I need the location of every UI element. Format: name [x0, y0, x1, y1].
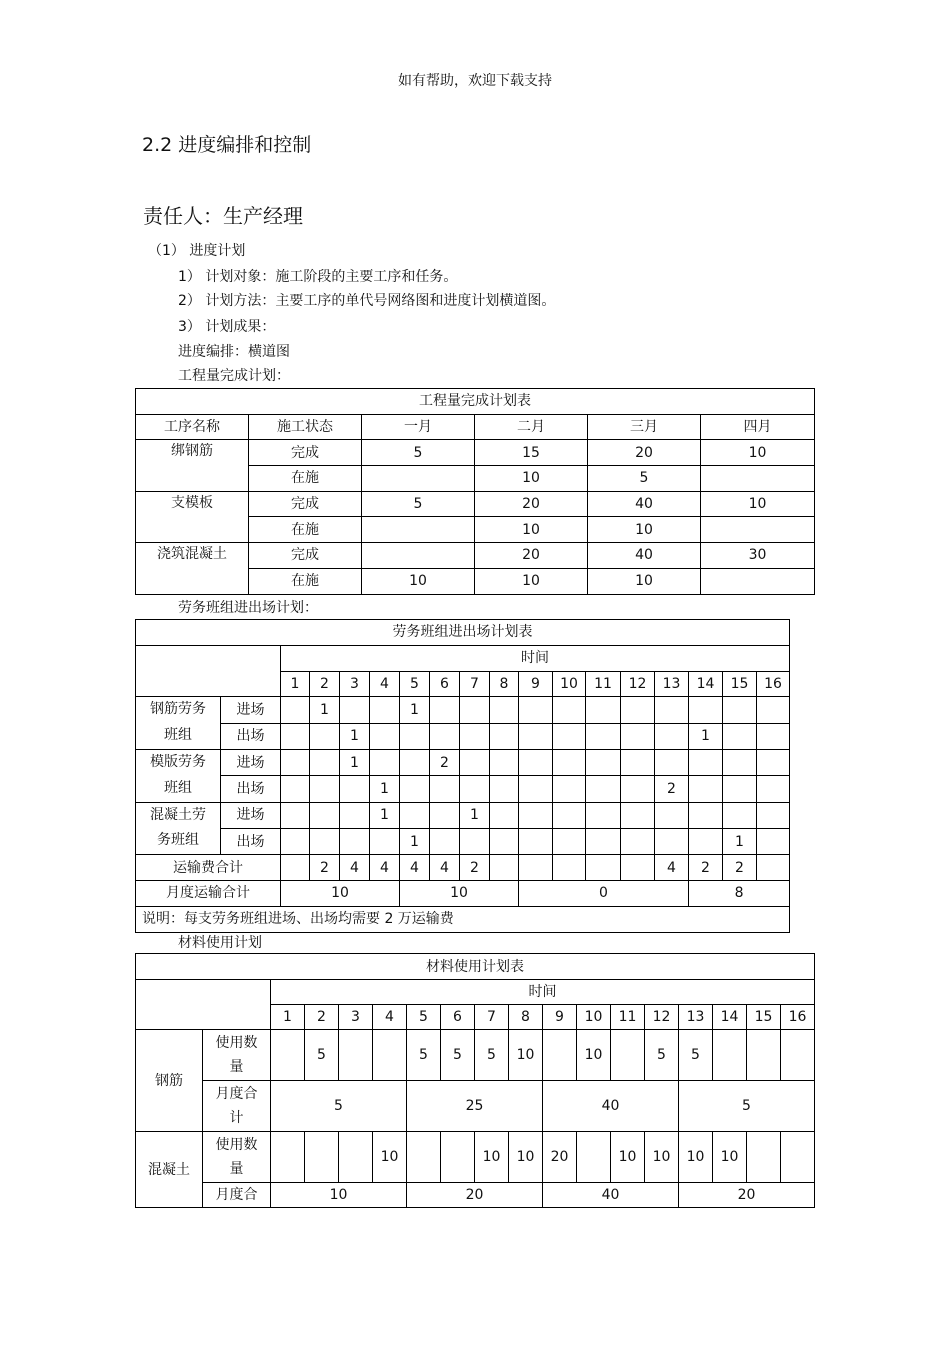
value-cell: 10: [611, 1132, 645, 1183]
value-cell: [747, 1030, 781, 1081]
value-cell: [400, 802, 430, 828]
monthly-total-cell: 10: [400, 880, 519, 906]
column-header: 施工状态: [249, 414, 362, 440]
value-cell: [553, 749, 586, 775]
table-header-row: [136, 645, 790, 671]
table-row: [136, 776, 790, 802]
table-note: 说明：每支劳务班组进场、出场均需要 2 万运输费: [136, 906, 790, 932]
value-cell: [490, 776, 519, 802]
value-cell: 30: [701, 543, 815, 569]
qty-plan-table: [135, 388, 815, 595]
status-cell: 完成: [249, 440, 362, 466]
value-cell: [586, 828, 621, 854]
value-cell: [701, 466, 815, 492]
value-cell: [400, 749, 430, 775]
value-cell: [340, 697, 370, 723]
label-line: 班组: [164, 779, 192, 796]
value-cell: [430, 828, 460, 854]
monthly-total-cell: 10: [281, 880, 400, 906]
value-cell: [281, 802, 310, 828]
value-cell: 2: [723, 855, 757, 881]
value-cell: [310, 776, 340, 802]
value-cell: [281, 855, 310, 881]
value-cell: [281, 776, 310, 802]
value-cell: 10: [475, 517, 588, 543]
value-cell: 10: [701, 491, 815, 517]
monthly-total-row: [136, 880, 790, 906]
value-cell: 5: [362, 440, 475, 466]
transport-total-label: 运输费合计: [136, 855, 281, 881]
value-cell: [490, 749, 519, 775]
value-cell: [757, 776, 790, 802]
value-cell: [621, 749, 655, 775]
value-cell: [586, 749, 621, 775]
value-cell: 2: [689, 855, 723, 881]
status-cell: 完成: [249, 543, 362, 569]
movement-type: 出场: [221, 828, 281, 854]
period-header: 7: [460, 671, 490, 697]
value-cell: [370, 749, 400, 775]
monthly-total-cell: 25: [407, 1081, 543, 1132]
table-row: [136, 440, 815, 466]
monthly-total-cell: 20: [679, 1183, 815, 1208]
value-cell: [400, 723, 430, 749]
value-cell: [519, 776, 553, 802]
value-cell: 5: [305, 1030, 339, 1081]
table-row: [136, 543, 815, 569]
value-cell: [757, 828, 790, 854]
value-cell: [430, 776, 460, 802]
value-cell: [757, 855, 790, 881]
process-name: 支模板: [136, 491, 249, 542]
value-cell: [757, 749, 790, 775]
value-cell: [723, 776, 757, 802]
page-header: 如有帮助，欢迎下载支持: [398, 73, 552, 89]
value-cell: 5: [441, 1030, 475, 1081]
movement-type: 进场: [221, 697, 281, 723]
value-cell: [373, 1030, 407, 1081]
value-cell: [305, 1132, 339, 1183]
table-row: [136, 1081, 815, 1132]
value-cell: [340, 776, 370, 802]
value-cell: 10: [701, 440, 815, 466]
value-cell: 1: [340, 749, 370, 775]
monthly-total-cell: 10: [271, 1183, 407, 1208]
plan-item: 2） 计划方法：主要工序的单代号网络图和进度计划横道图。: [178, 293, 556, 309]
value-cell: [621, 697, 655, 723]
period-header: 4: [373, 1005, 407, 1030]
value-cell: 1: [310, 697, 340, 723]
column-header: 一月: [362, 414, 475, 440]
value-cell: 40: [588, 543, 701, 569]
material-name: 混凝土: [136, 1132, 203, 1208]
value-cell: [655, 802, 689, 828]
responsible-person: 责任人：生产经理: [143, 204, 303, 228]
period-header: 5: [400, 671, 430, 697]
label-line: 月度合: [215, 1086, 258, 1102]
period-header: 14: [689, 671, 723, 697]
monthly-total-cell: 5: [271, 1081, 407, 1132]
label-line: 务班组: [157, 832, 199, 849]
value-cell: [586, 697, 621, 723]
value-cell: [362, 517, 475, 543]
value-cell: 10: [577, 1030, 611, 1081]
label-line: 月度合: [215, 1187, 258, 1203]
value-cell: [611, 1030, 645, 1081]
value-cell: 20: [588, 440, 701, 466]
value-cell: 1: [340, 723, 370, 749]
period-header: 16: [781, 1005, 815, 1030]
period-header: 13: [655, 671, 689, 697]
value-cell: 4: [370, 855, 400, 881]
value-cell: [281, 723, 310, 749]
value-cell: [723, 723, 757, 749]
period-header: 1: [271, 1005, 305, 1030]
value-cell: 1: [723, 828, 757, 854]
value-cell: [370, 828, 400, 854]
value-cell: [621, 802, 655, 828]
value-cell: 10: [509, 1132, 543, 1183]
period-header: 15: [723, 671, 757, 697]
value-cell: [281, 828, 310, 854]
value-cell: [490, 855, 519, 881]
value-cell: [757, 802, 790, 828]
table-row: [136, 1183, 815, 1208]
qty-plan-label: 工程量完成计划：: [178, 368, 290, 384]
period-header: 4: [370, 671, 400, 697]
value-cell: [713, 1030, 747, 1081]
value-cell: [370, 697, 400, 723]
section-title: 2.2 进度编排和控制: [142, 134, 312, 156]
period-header: 3: [340, 671, 370, 697]
value-cell: 1: [370, 776, 400, 802]
value-cell: 10: [588, 568, 701, 594]
value-cell: [757, 723, 790, 749]
label-line: 混凝土劳: [150, 806, 206, 823]
value-cell: [460, 697, 490, 723]
value-cell: [621, 855, 655, 881]
value-cell: [281, 749, 310, 775]
monthly-total-cell: 8: [689, 880, 790, 906]
value-cell: 10: [509, 1030, 543, 1081]
value-cell: [781, 1132, 815, 1183]
movement-type: 出场: [221, 723, 281, 749]
value-cell: 1: [400, 828, 430, 854]
monthly-total-label: 月度运输合计: [136, 880, 281, 906]
value-cell: [407, 1132, 441, 1183]
value-cell: [543, 1030, 577, 1081]
value-cell: 1: [400, 697, 430, 723]
value-cell: [655, 749, 689, 775]
time-header: 时间: [271, 980, 815, 1005]
period-header: 9: [543, 1005, 577, 1030]
period-header: 15: [747, 1005, 781, 1030]
table-row: [136, 1030, 815, 1081]
label-line: 使用数: [215, 1035, 258, 1051]
column-header: 三月: [588, 414, 701, 440]
value-cell: [689, 802, 723, 828]
value-cell: 15: [475, 440, 588, 466]
table-title: 工程量完成计划表: [136, 389, 815, 415]
period-header: 14: [713, 1005, 747, 1030]
value-cell: 4: [655, 855, 689, 881]
value-cell: [339, 1030, 373, 1081]
value-cell: [757, 697, 790, 723]
value-cell: 1: [689, 723, 723, 749]
value-cell: [441, 1132, 475, 1183]
value-cell: [553, 723, 586, 749]
value-cell: 1: [370, 802, 400, 828]
value-cell: [430, 697, 460, 723]
material-plan-label: 材料使用计划: [178, 935, 262, 951]
value-cell: [621, 723, 655, 749]
value-cell: [586, 802, 621, 828]
table-title: 劳务班组进出场计划表: [136, 620, 790, 646]
usage-label: [203, 1030, 271, 1081]
monthly-total-cell: 5: [679, 1081, 815, 1132]
value-cell: [655, 697, 689, 723]
value-cell: [460, 776, 490, 802]
value-cell: [723, 749, 757, 775]
period-header: 8: [509, 1005, 543, 1030]
period-header: 10: [553, 671, 586, 697]
value-cell: 5: [475, 1030, 509, 1081]
table-title: 材料使用计划表: [136, 954, 815, 980]
value-cell: 2: [430, 749, 460, 775]
value-cell: [747, 1132, 781, 1183]
value-cell: 10: [713, 1132, 747, 1183]
value-cell: [400, 776, 430, 802]
crew-name: [136, 749, 221, 802]
movement-type: 进场: [221, 802, 281, 828]
period-header: 11: [611, 1005, 645, 1030]
table-row: [136, 802, 790, 828]
column-header: 工序名称: [136, 414, 249, 440]
label-line: 模版劳务: [150, 753, 206, 770]
movement-type: 出场: [221, 776, 281, 802]
value-cell: [362, 543, 475, 569]
value-cell: [723, 697, 757, 723]
plan-item: 3） 计划成果：: [178, 319, 276, 335]
value-cell: 10: [588, 517, 701, 543]
column-header: 四月: [701, 414, 815, 440]
table-header-row: [136, 980, 815, 1005]
value-cell: 5: [362, 491, 475, 517]
period-header: 6: [430, 671, 460, 697]
value-cell: [519, 723, 553, 749]
movement-type: 进场: [221, 749, 281, 775]
table-row: [136, 749, 790, 775]
material-name: 钢筋: [136, 1030, 203, 1132]
column-header: 二月: [475, 414, 588, 440]
value-cell: [519, 697, 553, 723]
period-header: 2: [310, 671, 340, 697]
period-header: 7: [475, 1005, 509, 1030]
value-cell: 10: [475, 466, 588, 492]
value-cell: [460, 749, 490, 775]
table-row: [136, 491, 815, 517]
monthly-total-cell: 0: [519, 880, 689, 906]
value-cell: 10: [373, 1132, 407, 1183]
monthly-total-cell: 20: [407, 1183, 543, 1208]
value-cell: 5: [588, 466, 701, 492]
value-cell: [271, 1030, 305, 1081]
value-cell: 2: [655, 776, 689, 802]
value-cell: [310, 749, 340, 775]
value-cell: [490, 828, 519, 854]
label-line: 量: [229, 1059, 244, 1075]
value-cell: 5: [407, 1030, 441, 1081]
value-cell: [460, 828, 490, 854]
status-cell: 在施: [249, 517, 362, 543]
process-name: 浇筑混凝土: [136, 543, 249, 594]
value-cell: [430, 802, 460, 828]
period-header: 3: [339, 1005, 373, 1030]
value-cell: 20: [543, 1132, 577, 1183]
value-cell: 4: [340, 855, 370, 881]
period-header: 5: [407, 1005, 441, 1030]
value-cell: [723, 802, 757, 828]
period-header: 10: [577, 1005, 611, 1030]
label-line: 钢筋劳务: [150, 701, 206, 718]
labor-plan-table: [135, 619, 790, 933]
value-cell: [553, 697, 586, 723]
table-row: [136, 723, 790, 749]
value-cell: [701, 517, 815, 543]
value-cell: 20: [475, 543, 588, 569]
value-cell: [339, 1132, 373, 1183]
value-cell: [281, 697, 310, 723]
value-cell: [586, 723, 621, 749]
period-header: 6: [441, 1005, 475, 1030]
status-cell: 在施: [249, 568, 362, 594]
value-cell: [655, 828, 689, 854]
value-cell: [460, 723, 490, 749]
plan-heading: （1） 进度计划: [148, 243, 246, 259]
value-cell: [621, 828, 655, 854]
value-cell: [577, 1132, 611, 1183]
monthly-total-cell: 40: [543, 1081, 679, 1132]
value-cell: 1: [460, 802, 490, 828]
value-cell: 10: [362, 568, 475, 594]
value-cell: 5: [679, 1030, 713, 1081]
value-cell: [553, 828, 586, 854]
period-header: 11: [586, 671, 621, 697]
label-line: 班组: [164, 727, 192, 744]
table-row: [136, 828, 790, 854]
period-header: 8: [490, 671, 519, 697]
value-cell: [689, 828, 723, 854]
transport-total-row: [136, 855, 790, 881]
value-cell: [689, 697, 723, 723]
value-cell: 10: [475, 568, 588, 594]
monthly-total-cell: 40: [543, 1183, 679, 1208]
value-cell: [553, 776, 586, 802]
schedule-method: 进度编排：横道图: [178, 344, 290, 360]
value-cell: [271, 1132, 305, 1183]
value-cell: [519, 749, 553, 775]
value-cell: [701, 568, 815, 594]
period-header: 12: [645, 1005, 679, 1030]
note-row: [136, 906, 790, 932]
value-cell: [490, 802, 519, 828]
value-cell: [655, 723, 689, 749]
period-header: 1: [281, 671, 310, 697]
table-row: [136, 1132, 815, 1183]
period-header: 16: [757, 671, 790, 697]
period-header: 9: [519, 671, 553, 697]
usage-label: [203, 1132, 271, 1183]
value-cell: [370, 723, 400, 749]
time-header: 时间: [281, 645, 790, 671]
value-cell: [310, 802, 340, 828]
value-cell: 5: [645, 1030, 679, 1081]
value-cell: [519, 802, 553, 828]
value-cell: 2: [460, 855, 490, 881]
monthly-label: [203, 1081, 271, 1132]
period-header: 13: [679, 1005, 713, 1030]
label-line: 计: [229, 1110, 244, 1126]
period-header: 12: [621, 671, 655, 697]
table-title-row: [136, 620, 790, 646]
value-cell: [689, 749, 723, 775]
value-cell: [689, 776, 723, 802]
value-cell: 40: [588, 491, 701, 517]
value-cell: [781, 1030, 815, 1081]
labor-plan-label: 劳务班组进出场计划：: [178, 600, 318, 616]
value-cell: 10: [475, 1132, 509, 1183]
value-cell: [553, 855, 586, 881]
value-cell: [340, 828, 370, 854]
value-cell: [430, 723, 460, 749]
value-cell: [519, 828, 553, 854]
value-cell: [519, 855, 553, 881]
value-cell: [586, 776, 621, 802]
value-cell: [586, 855, 621, 881]
status-cell: 完成: [249, 491, 362, 517]
crew-name: [136, 802, 221, 855]
table-title-row: [136, 954, 815, 980]
corner-cell: [136, 645, 281, 697]
label-line: 使用数: [215, 1137, 258, 1153]
value-cell: [621, 776, 655, 802]
plan-item: 1） 计划对象：施工阶段的主要工序和任务。: [178, 269, 458, 285]
value-cell: 4: [400, 855, 430, 881]
value-cell: [490, 697, 519, 723]
value-cell: [553, 802, 586, 828]
material-plan-table: [135, 953, 815, 1208]
value-cell: 10: [679, 1132, 713, 1183]
crew-name: [136, 697, 221, 750]
process-name: 绑钢筋: [136, 440, 249, 491]
value-cell: 2: [310, 855, 340, 881]
table-row: [136, 697, 790, 723]
monthly-label: [203, 1183, 271, 1208]
value-cell: [310, 828, 340, 854]
status-cell: 在施: [249, 466, 362, 492]
value-cell: 20: [475, 491, 588, 517]
value-cell: 10: [645, 1132, 679, 1183]
value-cell: [310, 723, 340, 749]
period-header: 2: [305, 1005, 339, 1030]
value-cell: 4: [430, 855, 460, 881]
value-cell: [490, 723, 519, 749]
label-line: 量: [229, 1161, 244, 1177]
value-cell: [340, 802, 370, 828]
corner-cell: [136, 980, 271, 1030]
value-cell: [362, 466, 475, 492]
